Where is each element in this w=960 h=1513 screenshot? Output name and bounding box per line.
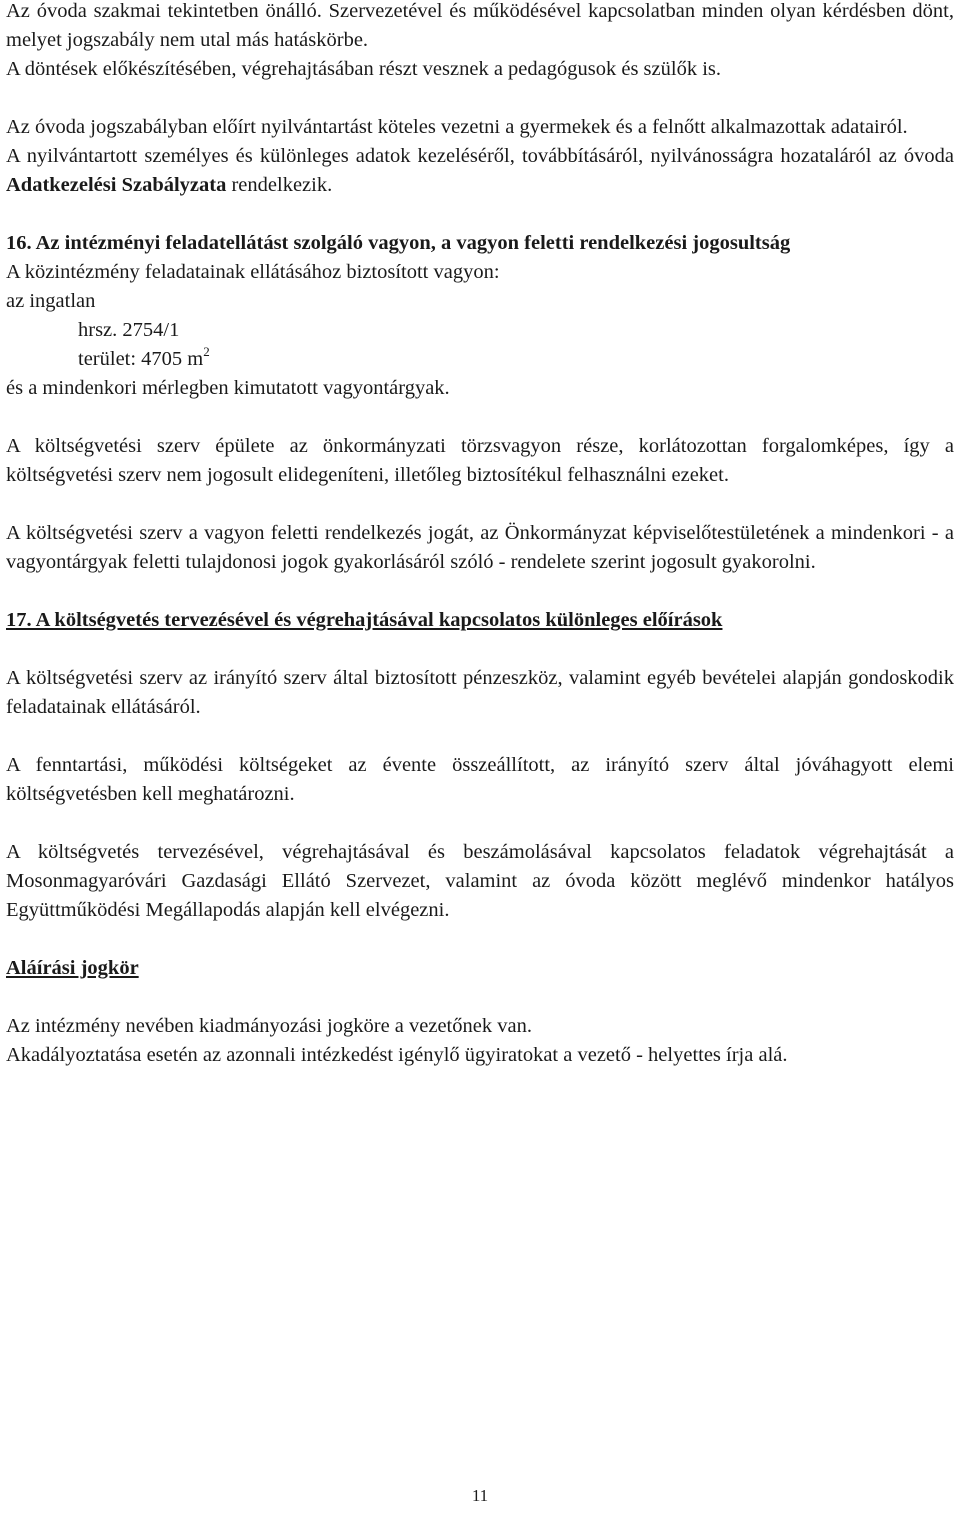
text-line: és a mindenkori mérlegben kimutatott vagyontárgyak.	[6, 377, 450, 399]
document-page	[6, 0, 954, 1070]
text-line: A közintézmény feladatainak ellátásához biztosított vagyon:	[6, 261, 500, 283]
paragraph: A költségvetési szerv az irányító szerv által biztosított pénzeszköz, valamint egyéb bevételei alapján gondoskodik feladatainak ellátásáról.	[6, 667, 954, 718]
text-line: A nyilvántartott személyes és különleges adatok kezeléséről, továbbításáról, nyilvánosságra hozataláról az óvoda Adatkezelési Szabályzata rendelkezik.	[6, 145, 954, 196]
text-line: Az óvoda szakmai tekintetben önálló. Szervezetével és működésével kapcsolatban minden olyan kérdésben dönt, melyet jogszabály nem utal más hatáskörbe.	[6, 0, 954, 51]
paragraph: A költségvetés tervezésével, végrehajtásával és beszámolásával kapcsolatos feladatok végrehajtását a Mosonmagyaróvári Gazdasági Ellátó Szervezet, valamint az óvoda között meglévő mindenkor hatályos Együttműködési Megállapodás alapján kell elvégezni.	[6, 841, 954, 921]
parcel-area: terület: 4705 $m^2$	[78, 344, 210, 370]
paragraph: A költségvetési szerv a vagyon feletti rendelkezés jogát, az Önkormányzat képviselőtestületének a mindenkori - a vagyontárgyak feletti tulajdonosi jogok gyakorlásáról szóló - rendelete szerint jogosult gyakorolni.	[6, 522, 954, 573]
text-line: A döntések előkészítésében, végrehajtásában részt vesznek a pedagógusok és szülők is.	[6, 58, 721, 80]
text-line: Az óvoda jogszabályban előírt nyilvántartást köteles vezetni a gyermekek és a felnőtt alkalmazottak adatairól.	[6, 116, 908, 138]
text-line: Akadályoztatása esetén az azonnali intézkedést igénylő ügyiratokat a vezető - helyettes írja alá.	[6, 1044, 788, 1066]
section-16	[6, 229, 954, 577]
text-line: az ingatlan	[6, 290, 96, 312]
parcel-number: hrsz. 2754/1	[78, 319, 180, 341]
section-heading: 16. Az intézményi feladatellátást szolgáló vagyon, a vagyon feletti rendelkezési jogosultság	[6, 232, 791, 254]
section-17	[6, 606, 954, 925]
section-heading: 17. A költségvetés tervezésével és végrehajtásával kapcsolatos különleges előírások	[6, 609, 723, 631]
text-line: Az intézmény nevében kiadmányozási jogköre a vezetőnek van.	[6, 1015, 532, 1037]
section-heading: Aláírási jogkör	[6, 957, 139, 979]
page-number: 11	[471, 1486, 489, 1505]
paragraph: A fenntartási, működési költségeket az évente összeállított, az irányító szerv által jóváhagyott elemi költségvetésben kell meghatározni.	[6, 754, 954, 805]
section-signing	[6, 954, 954, 1070]
paragraph-records	[6, 113, 954, 200]
paragraph: A költségvetési szerv épülete az önkormányzati törzsvagyon része, korlátozottan forgalomképes, így a költségvetési szerv nem jogosult elidegeníteni, illetőleg biztosítékul felhasználni ezeket.	[6, 435, 954, 486]
data-policy-name: Adatkezelési Szabályzata	[6, 174, 227, 196]
paragraph-autonomy	[6, 0, 954, 84]
